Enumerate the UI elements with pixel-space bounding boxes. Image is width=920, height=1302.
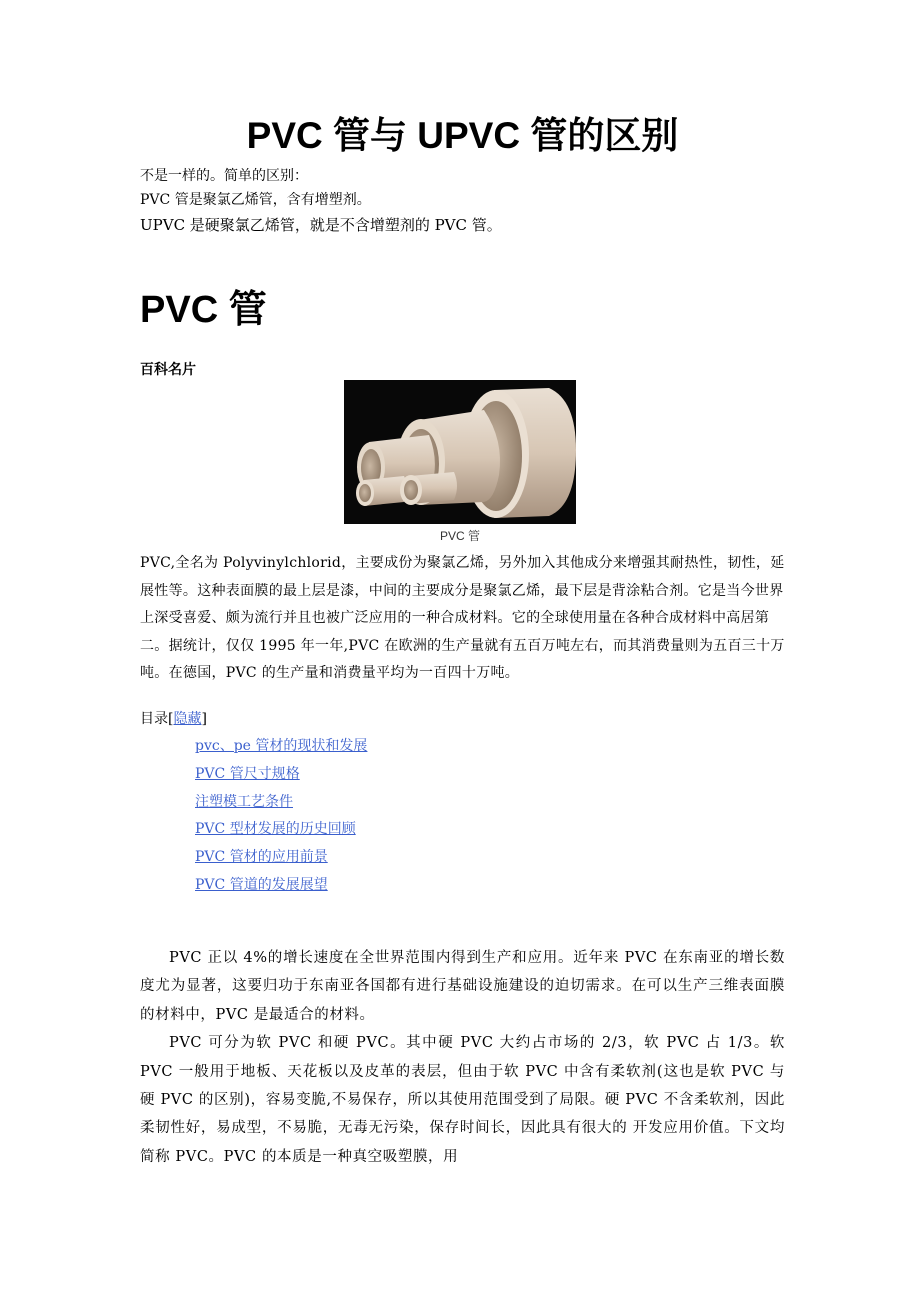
intro-block [140,164,785,238]
pvc-pipes-photo [344,380,576,524]
toc-bracket-close: ] [201,711,207,727]
intro-line: PVC 管是聚氯乙烯管，含有增塑剂。 [140,192,371,208]
figure-caption: PVC 管 [439,529,480,543]
toc-item [195,789,367,817]
toc-link-sizes[interactable]: PVC 管尺寸规格 [195,765,300,782]
toc-hide-link[interactable]: 隐藏 [173,711,202,727]
toc-item [195,816,367,844]
section-heading: PVC 管 [140,289,267,331]
toc-item [195,844,367,872]
body-text [140,944,785,1171]
toc-item [195,872,367,900]
toc-link-outlook[interactable]: PVC 管道的发展展望 [195,876,328,893]
intro-line: 不是一样的。简单的区别： [140,168,308,184]
body-paragraph: PVC 正以 4%的增长速度在全世界范围内得到生产和应用。近年来 PVC 在东南亚的增长数度尤为显著，这要归功于东南亚各国都有进行基础设施建设的迫切需求。在可以生产三维表面膜的材料中，PVC 是最适合的材料。 [140,950,785,1023]
summary-paragraph: PVC,全名为 Polyvinylchlorid，主要成份为聚氯乙烯，另外加入其他成分来增强其耐热性，韧性，延展性等。这种表面膜的最上层是漆，中间的主要成分是聚氯乙烯，最下层是背涂粘合剂。它是当今世界上深受喜爱、颇为流行并且也被广泛应用的一种合成材料。它的全球使用量在各种合成材料中高居第二。据统计，仅仅 1995 年一年,PVC 在欧洲的生产量就有五百万吨左右，而其消费量则为五百三十万吨。在德国，PVC 的生产量和消费量平均为一百四十万吨。 [140,555,785,682]
pvc-pipes-photo-icon [344,380,576,524]
toc-link-prospects[interactable]: PVC 管材的应用前景 [195,849,328,866]
toc-link-history[interactable]: PVC 型材发展的历史回顾 [195,821,356,838]
toc-bracket-open: [ [168,711,174,727]
toc-label: 目录 [140,711,168,727]
toc-link-injection[interactable]: 注塑模工艺条件 [195,793,293,810]
body-paragraph: PVC 可分为软 PVC 和硬 PVC。其中硬 PVC 大约占市场的 2/3，软 PVC 占 1/3。软 PVC 一般用于地板、天花板以及皮革的表层，但由于软 PVC 中含有柔软剂(这也是软 PVC 与硬 PVC 的区别)，容易变脆,不易保存，所以其使用范围受到了局限。硬 PVC 不含柔软剂，因此柔韧性好，易成型，不易脆，无毒无污染，保存时间长，因此具有很大的 开发应用价值。下文均简称 PVC。PVC 的本质是一种真空吸塑膜，用 [140,1035,785,1165]
toc-item [195,733,367,761]
document-title: PVC 管与 UPVC 管的区别 [246,115,679,156]
encyclopedia-card-label: 百科名片 [140,362,196,378]
toc-item [195,761,367,789]
toc-list [195,733,367,900]
toc-header [140,707,207,731]
intro-line: UPVC 是硬聚氯乙烯管，就是不含增塑剂的 PVC 管。 [140,216,502,234]
toc-link-status[interactable]: pvc、pe 管材的现状和发展 [195,738,368,754]
